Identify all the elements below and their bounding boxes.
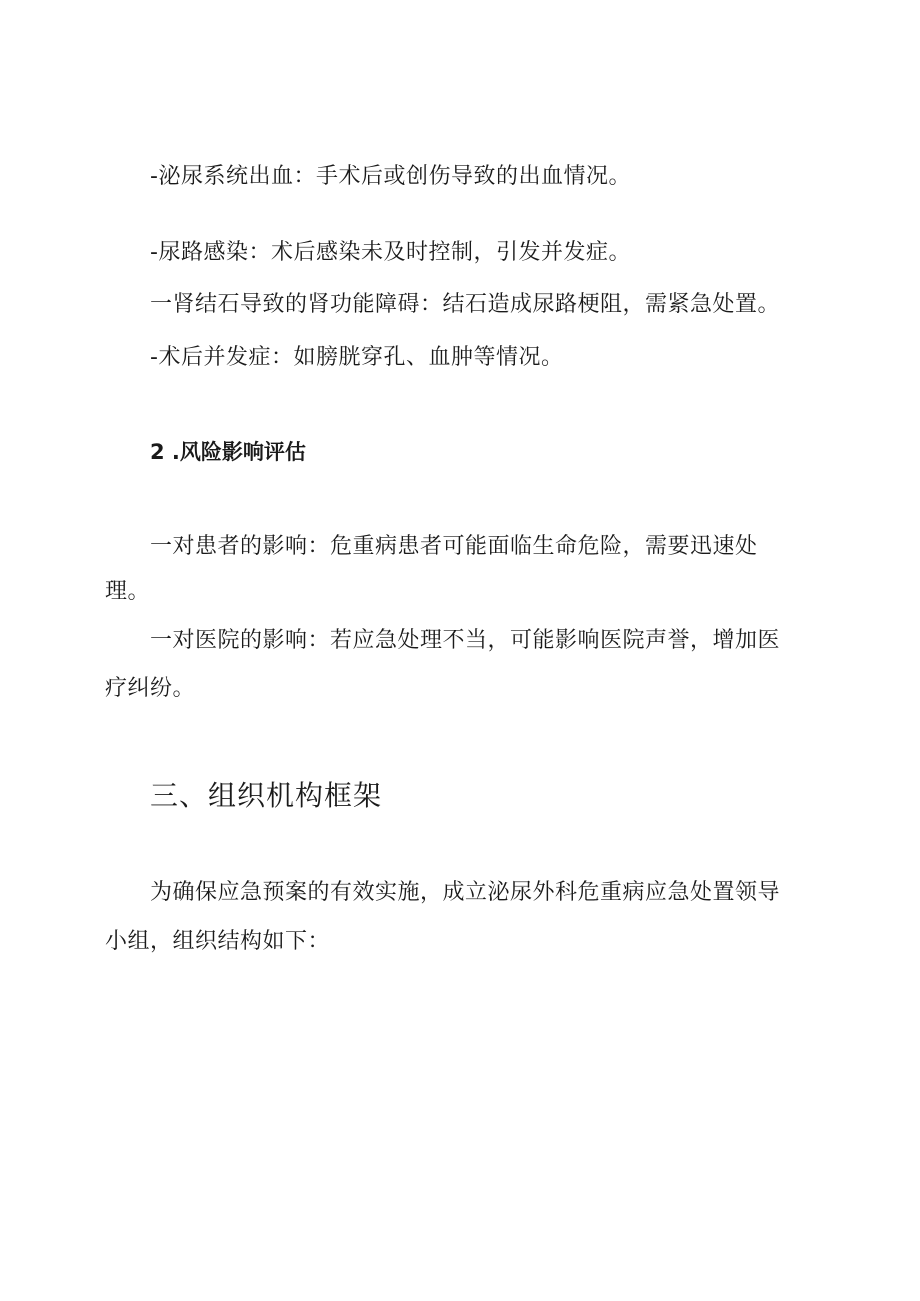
risk-item-urinary-infection: -尿路感染：术后感染未及时控制，引发并发症。 (150, 240, 631, 265)
section-title-organization: 三、组织机构框架 (150, 779, 383, 812)
organization-intro-line-1: 为确保应急预案的有效实施，成立泌尿外科危重病应急处置领导 (150, 880, 781, 905)
risk-impact-heading: 2 .风险影响评估 (150, 440, 306, 464)
impact-patient-line-1: 一对患者的影响：危重病患者可能面临生命危险，需要迅速处 (150, 534, 758, 559)
impact-patient-line-2: 理。 (105, 579, 151, 604)
organization-intro-line-2: 小组，组织结构如下： (105, 929, 331, 954)
risk-item-urinary-bleeding: -泌尿系统出血：手术后或创伤导致的出血情况。 (150, 164, 631, 189)
risk-item-kidney-stone: 一肾结石导致的肾功能障碍：结石造成尿路梗阻，需紧急处置。 (150, 292, 781, 317)
impact-hospital-line-2: 疗纠纷。 (105, 676, 196, 701)
risk-item-postop-complication: -术后并发症：如膀胱穿孔、血肿等情况。 (150, 345, 564, 370)
impact-hospital-line-1: 一对医院的影响：若应急处理不当，可能影响医院声誉，增加医 (150, 628, 781, 653)
